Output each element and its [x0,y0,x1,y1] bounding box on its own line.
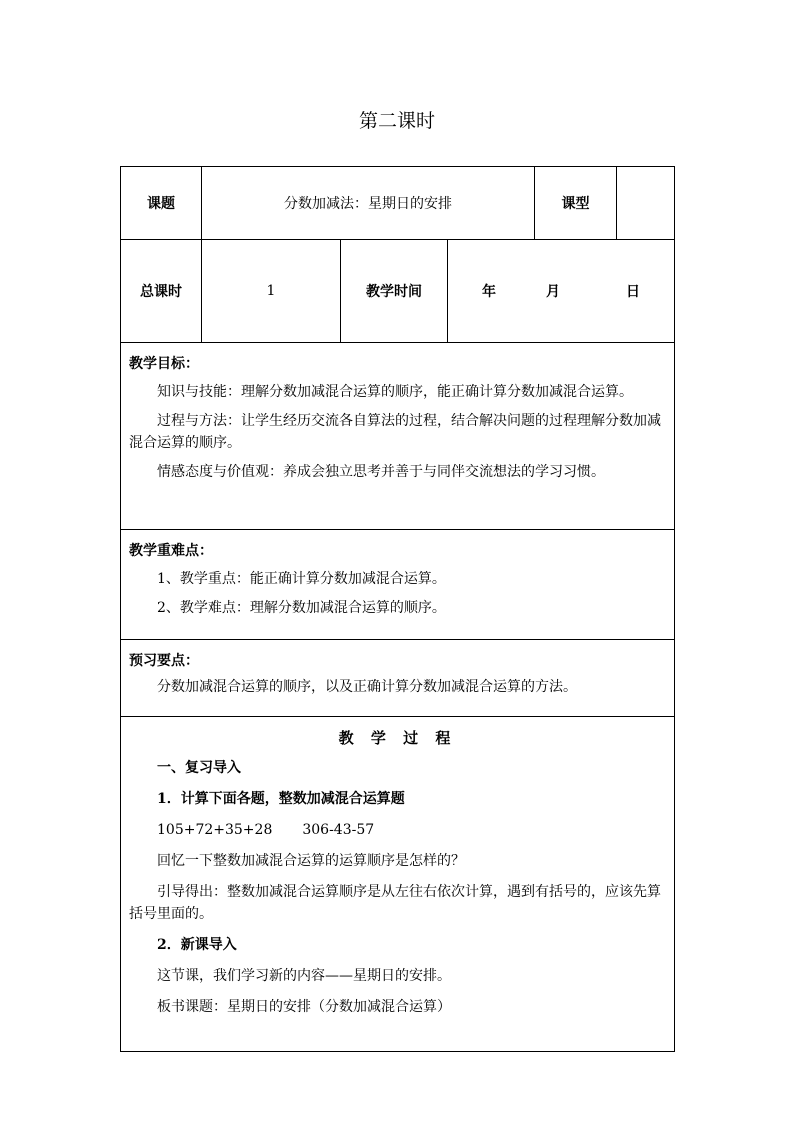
part-review: 一、复习导入 [157,760,241,776]
day-label: 日 [626,284,640,300]
section-process [121,717,674,1051]
topic-value: 分数加减法：星期日的安排 [202,167,535,239]
preview-heading: 预习要点： [129,653,199,669]
page-title: 第二课时 [358,110,435,132]
key-points-heading: 教学重难点： [129,543,213,559]
preview-text: 分数加减混合运算的顺序，以及正确计算分数加减混合运算的方法。 [157,679,577,695]
objective-attitude: 情感态度与价值观：养成会独立思考并善于与同伴交流想法的学习习惯。 [157,464,605,480]
row-schedule [121,240,674,343]
teaching-time-value [448,240,674,342]
objective-knowledge: 知识与技能：理解分数加减混合运算的顺序，能正确计算分数加减混合运算。 [157,384,633,400]
step-calculate: 1．计算下面各题，整数加减混合运算题 [157,791,405,807]
exercises [129,819,666,841]
guided-conclusion: 引导得出：整数加减混合运算顺序是从左往右依次计算，遇到有括号的，应该先算括号里面的。 [129,884,661,922]
exercise-1: 105+72+35+28 [157,822,273,838]
type-value [617,167,674,239]
board-title: 板书课题：星期日的安排（分数加减混合运算） [157,999,451,1015]
key-point-difficulty: 2、教学难点：理解分数加减混合运算的顺序。 [157,600,446,616]
lesson-intro: 这节课，我们学习新的内容——星期日的安排。 [157,968,451,984]
exercise-2: 306-43-57 [302,822,375,838]
step-new-lesson: 2．新课导入 [157,937,237,953]
month-label: 月 [546,284,560,300]
label-teaching-time: 教学时间 [341,240,448,342]
objective-process: 过程与方法：让学生经历交流各自算法的过程，结合解决问题的过程理解分数加减混合运算的顺序。 [129,413,661,451]
lesson-plan-table [120,166,675,1052]
section-preview [121,640,674,717]
total-hours-value: 1 [202,240,341,342]
label-topic: 课题 [121,167,202,239]
objectives-heading: 教学目标： [129,356,199,372]
key-point-focus: 1、教学重点：能正确计算分数加减混合运算。 [157,571,446,587]
recall-question: 回忆一下整数加减混合运算的运算顺序是怎样的？ [157,853,465,869]
year-label: 年 [482,284,496,300]
section-objectives [121,343,674,530]
label-type: 课型 [535,167,617,239]
section-key-points [121,530,674,640]
label-total-hours: 总课时 [121,240,202,342]
row-topic [121,167,674,240]
process-heading: 教 学 过 程 [338,729,457,747]
